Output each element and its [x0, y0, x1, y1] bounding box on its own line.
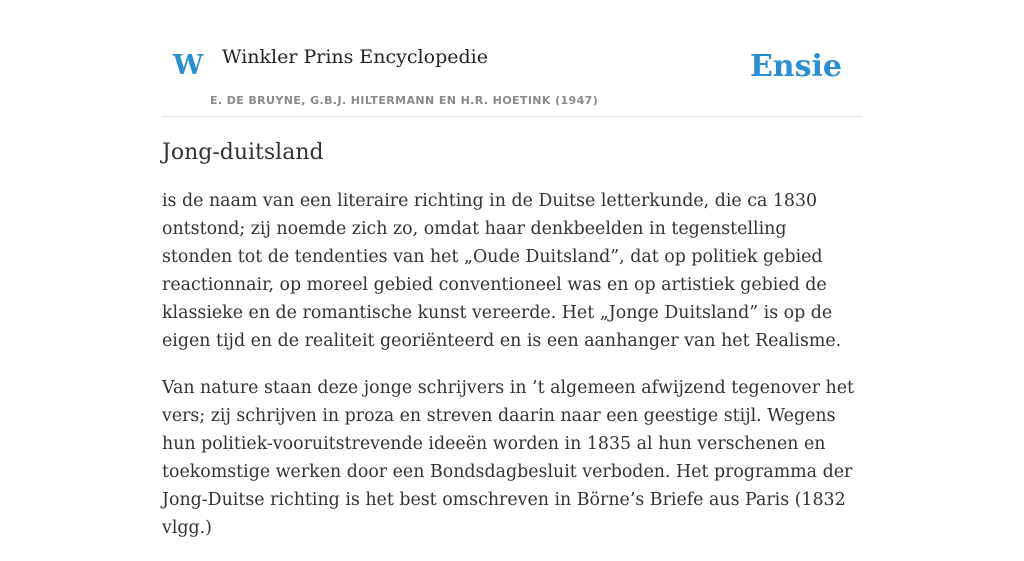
- winkler-prins-logo[interactable]: W: [173, 50, 204, 81]
- article: [162, 138, 862, 561]
- ensie-logo[interactable]: Ensie: [749, 49, 842, 84]
- article-paragraph: is de naam van een literaire richting in de Duitse letterkunde, die ca 1830 ontstond; zij noemde zich zo, omdat haar denkbeelden in tegenstelling stonden tot de tendenties van het „Oude Duitsland”, dat op politiek gebied reactionnair, op moreel gebied conventioneel was en op artistiek gebied de klassieke en de romantische kunst vereerde. Het „Jonge Duitsland” is op de eigen tijd en de realiteit georiënteerd en is een aanhanger van het Realisme.: [162, 190, 842, 351]
- article-paragraph: Van nature staan deze jonge schrijvers in ’t algemeen afwijzend tegenover het vers; zij schrijven in proza en streven daarin naar een geestige stijl. Wegens hun politiek-vooruitstrevende ideeën worden in 1835 al hun verschenen en toekomstige werken door een Bondsdagbesluit verboden. Het programma der Jong-Duitse richting is het best omschreven in Börne’s Briefe aus Paris (1832 vlgg.): [162, 377, 855, 538]
- article-title: Jong-duitsland: [162, 140, 324, 165]
- encyclopedia-title[interactable]: Winkler Prins Encyclopedie: [222, 46, 488, 68]
- authors-line: E. DE BRUYNE, G.B.J. HILTERMANN EN H.R. HOETINK (1947): [210, 94, 599, 107]
- encyclopedia-header: [162, 0, 862, 117]
